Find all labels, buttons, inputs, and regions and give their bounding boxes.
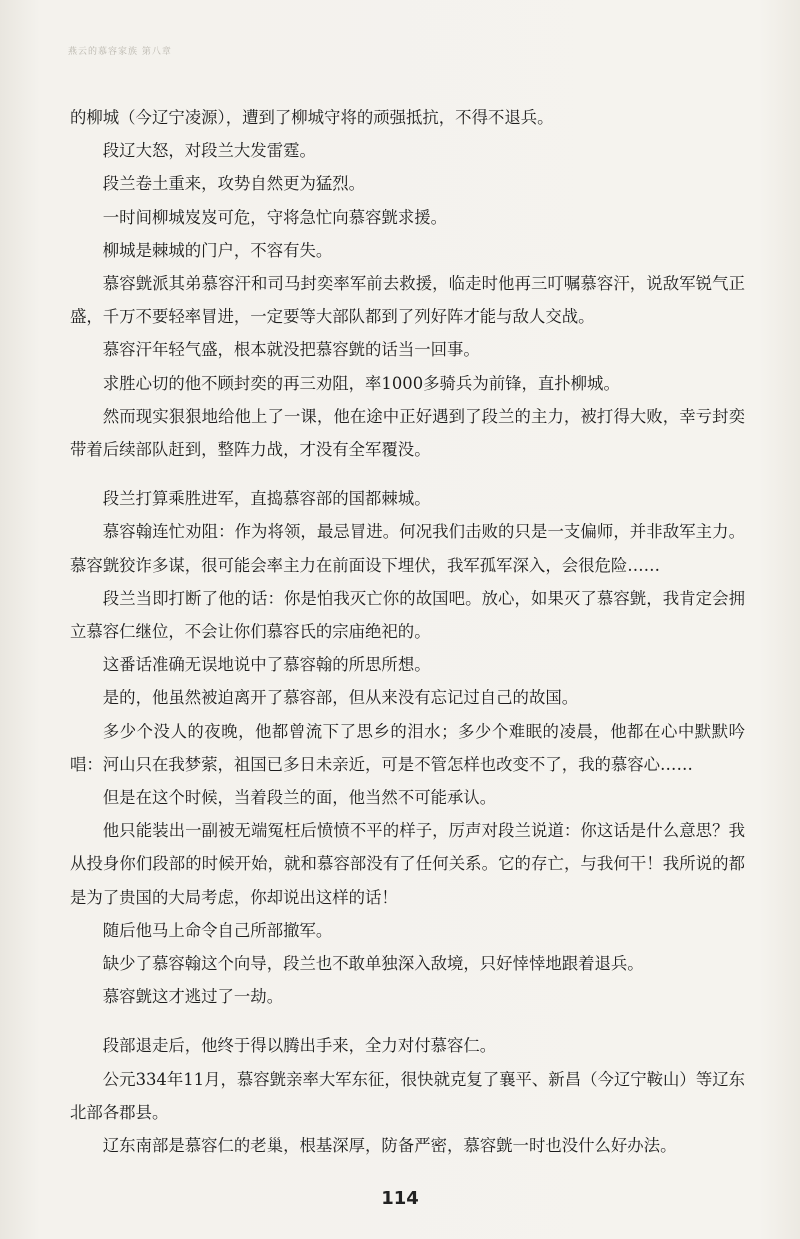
paragraph: 慕容汗年轻气盛，根本就没把慕容皝的话当一回事。 xyxy=(102,340,480,360)
paragraph: 这番话准确无误地说中了慕容翰的所思所想。 xyxy=(102,655,431,675)
page-number: 114 xyxy=(381,1188,419,1209)
body-text xyxy=(70,101,745,1162)
paragraph: 一时间柳城岌岌可危，守将急忙向慕容皝求援。 xyxy=(102,207,447,227)
paragraph: 多少个没人的夜晚，他都曾流下了思乡的泪水；多少个难眠的凌晨，他都在心中默默吟唱：河山只在我梦萦，祖国已多日未亲近，可是不管怎样也改变不了，我的慕容心…… xyxy=(70,721,745,774)
paragraph: 但是在这个时候，当着段兰的面，他当然不可能承认。 xyxy=(102,788,497,808)
paragraph: 段兰打算乘胜进军，直捣慕容部的国都棘城。 xyxy=(102,489,431,509)
paragraph: 段部退走后，他终于得以腾出手来，全力对付慕容仁。 xyxy=(102,1036,497,1056)
paragraph: 然而现实狠狠地给他上了一课，他在途中正好遇到了段兰的主力，被打得大败，幸亏封奕带着后续部队赶到，整阵力战，才没有全军覆没。 xyxy=(70,406,745,460)
paragraph: 求胜心切的他不顾封奕的再三劝阻，率1000多骑兵为前锋，直扑柳城。 xyxy=(102,373,620,393)
paragraph: 段兰卷土重来，攻势自然更为猛烈。 xyxy=(102,174,366,194)
paragraph: 慕容翰连忙劝阻：作为将领，最忌冒进。何况我们击败的只是一支偏师，并非敌军主力。慕容皝狡诈多谋，很可能会率主力在前面设下埋伏，我军孤军深入，会很危险…… xyxy=(70,522,745,575)
paragraph: 是的，他虽然被迫离开了慕容部，但从来没有忘记过自己的故国。 xyxy=(102,688,579,708)
paragraph: 公元334年11月，慕容皝亲率大军东征，很快就克复了襄平、新昌（今辽宁鞍山）等辽东北部各郡县。 xyxy=(70,1069,745,1122)
paragraph: 的柳城（今辽宁凌源），遭到了柳城守将的顽强抵抗，不得不退兵。 xyxy=(70,108,554,127)
running-head: 燕云的慕容家族 第八章 xyxy=(68,47,172,57)
paragraph: 柳城是棘城的门户，不容有失。 xyxy=(102,240,333,260)
paragraph: 段辽大怒，对段兰大发雷霆。 xyxy=(102,141,316,161)
paragraph: 他只能装出一副被无端冤枉后愤愤不平的样子，厉声对段兰说道：你这话是什么意思？我从投身你们段部的时候开始，就和慕容部没有了任何关系。它的存亡，与我何干！我所说的都是为了贵国的大局考虑，你却说出这样的话！ xyxy=(70,821,745,907)
paragraph: 辽东南部是慕容仁的老巢，根基深厚，防备严密，慕容皝一时也没什么好办法。 xyxy=(102,1136,677,1156)
paragraph: 随后他马上命令自己所部撤军。 xyxy=(102,920,333,940)
paragraph: 缺少了慕容翰这个向导，段兰也不敢单独深入敌境，只好悻悻地跟着退兵。 xyxy=(102,954,644,974)
paragraph: 段兰当即打断了他的话：你是怕我灭亡你的故国吧。放心，如果灭了慕容皝，我肯定会拥立慕容仁继位，不会让你们慕容氏的宗庙绝祀的。 xyxy=(70,588,745,642)
paragraph: 慕容皝派其弟慕容汗和司马封奕率军前去救援，临走时他再三叮嘱慕容汗，说敌军锐气正盛，千万不要轻率冒进，一定要等大部队都到了列好阵才能与敌人交战。 xyxy=(70,274,745,327)
paragraph: 慕容皝这才逃过了一劫。 xyxy=(102,987,284,1007)
